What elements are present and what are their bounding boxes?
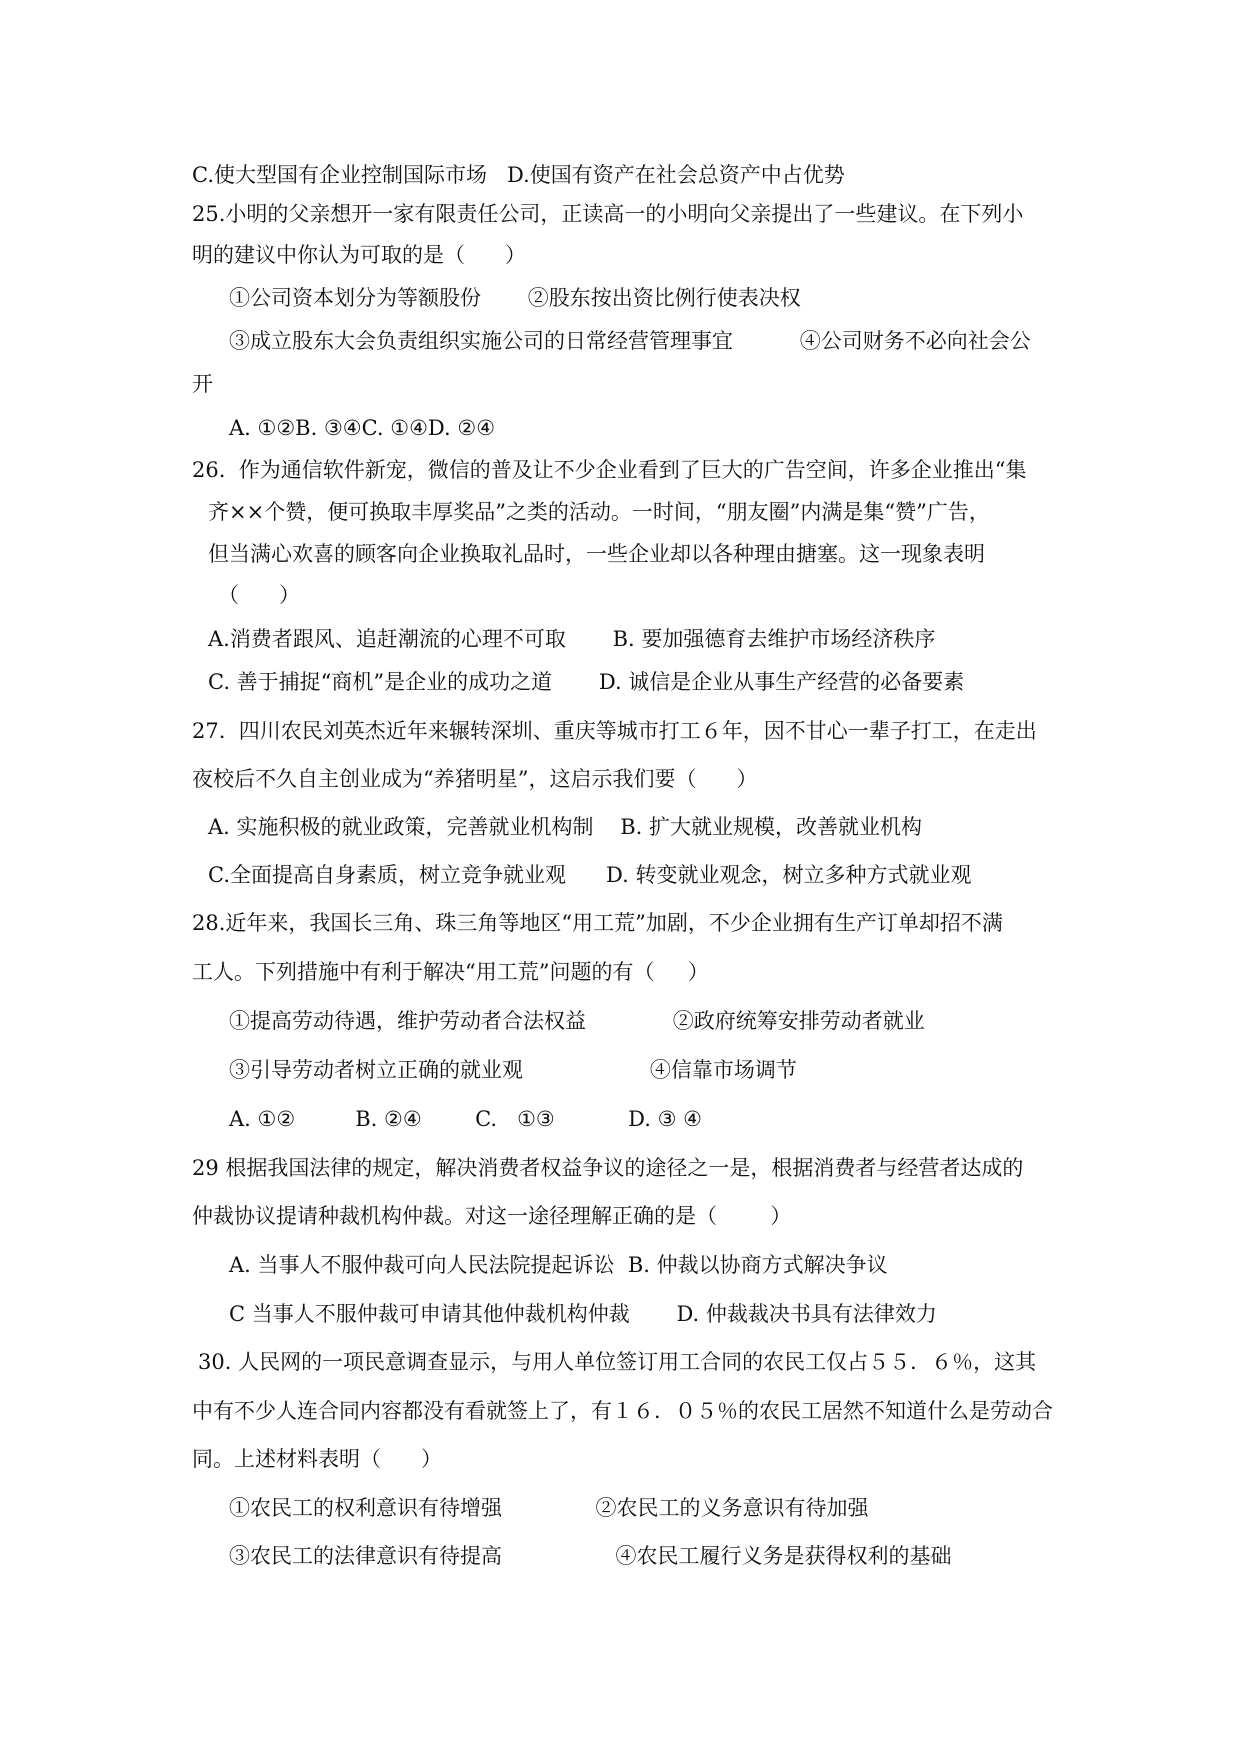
q29-options-a-b: A. 当事人不服仲裁可向人民法院提起诉讼 B. 仲裁以协商方式解决争议 [229, 1253, 888, 1277]
q27-options-c-d: C.全面提高自身素质，树立竞争就业观 D. 转变就业观念，树立多种方式就业观 [208, 863, 972, 887]
q25-items-continuation: 开 [192, 372, 213, 396]
q26-options-a-b: A.消费者跟风、追赶潮流的心理不可取 B. 要加强德育去维护市场经济秩序 [208, 627, 936, 651]
q25-items-1-2: ①公司资本划分为等额股份 ②股东按出资比例行使表决权 [229, 286, 801, 310]
q27-stem-line-2: 夜校后不久自主创业成为“养猪明星”，这启示我们要（ ） [192, 767, 758, 791]
q30-stem-line-2: 中有不少人连合同内容都没有看就签上了，有１６．０５％的农民工居然不知道什么是劳动合 [192, 1399, 1053, 1423]
q28-items-1-2: ①提高劳动待遇，维护劳动者合法权益 ②政府统筹安排劳动者就业 [229, 1009, 925, 1033]
q26-stem-line-1: 26. 作为通信软件新宠，微信的普及让不少企业看到了巨大的广告空间，许多企业推出“集 [192, 458, 1027, 482]
q30-items-1-2: ①农民工的权利意识有待增强 ②农民工的义务意识有待加强 [229, 1496, 869, 1520]
q26-stem-line-2: 齐××个赞，便可换取丰厚奖品”之类的活动。一时间，“朋友圈”内满是集“赞”广告， [208, 500, 990, 524]
q26-stem-line-3: 但当满心欢喜的顾客向企业换取礼品时，一些企业却以各种理由搪塞。这一现象表明 [208, 542, 985, 566]
q28-items-3-4: ③引导劳动者树立正确的就业观 ④信靠市场调节 [229, 1058, 797, 1082]
q26-options-c-d: C. 善于捕捉“商机”是企业的成功之道 D. 诚信是企业从事生产经营的必备要素 [208, 670, 965, 694]
q28-options: A. ①② B. ②④ C. ①③ D. ③ ④ [229, 1107, 702, 1131]
q27-stem-line-1: 27. 四川农民刘英杰近年来辗转深圳、重庆等城市打工６年，因不甘心一辈子打工，在走出 [192, 719, 1037, 743]
q29-stem-line-1: 29 根据我国法律的规定，解决消费者权益争议的途径之一是，根据消费者与经营者达成的 [192, 1156, 1024, 1180]
q28-stem-line-1: 28.近年来，我国长三角、珠三角等地区“用工荒”加剧，不少企业拥有生产订单却招不满 [192, 911, 1003, 935]
q28-stem-line-2: 工人。下列措施中有利于解决“用工荒”问题的有（ ） [192, 960, 709, 984]
q26-stem-line-4: （ ） [218, 583, 301, 607]
q25-options: A. ①②B. ③④C. ①④D. ②④ [229, 416, 496, 440]
q25-stem-line-2: 明的建议中你认为可取的是（ ） [192, 243, 527, 267]
q30-stem-line-1: 30. 人民网的一项民意调查显示，与用人单位签订用工合同的农民工仅占５５．６％，这其 [198, 1350, 1037, 1374]
q30-items-3-4: ③农民工的法律意识有待提高 ④农民工履行义务是获得权利的基础 [229, 1544, 952, 1568]
q27-options-a-b: A. 实施积极的就业政策，完善就业机构制 B. 扩大就业规模，改善就业机构 [208, 815, 922, 839]
q24-options-cd: C.使大型国有企业控制国际市场 D.使国有资产在社会总资产中占优势 [192, 163, 845, 187]
q29-options-c-d: C 当事人不服仲裁可申请其他仲裁机构仲裁 D. 仲裁裁决书具有法律效力 [229, 1302, 937, 1326]
q30-stem-line-3: 同。上述材料表明（ ） [192, 1447, 443, 1471]
q25-items-3-4: ③成立股东大会负责组织实施公司的日常经营管理事宜 ④公司财务不必向社会公 [229, 329, 1031, 353]
q25-stem-line-1: 25.小明的父亲想开一家有限责任公司，正读高一的小明向父亲提出了一些建议。在下列小 [192, 202, 1024, 226]
q29-stem-line-2: 仲裁协议提请种裁机构仲裁。对这一途径理解正确的是（ ） [192, 1204, 792, 1228]
